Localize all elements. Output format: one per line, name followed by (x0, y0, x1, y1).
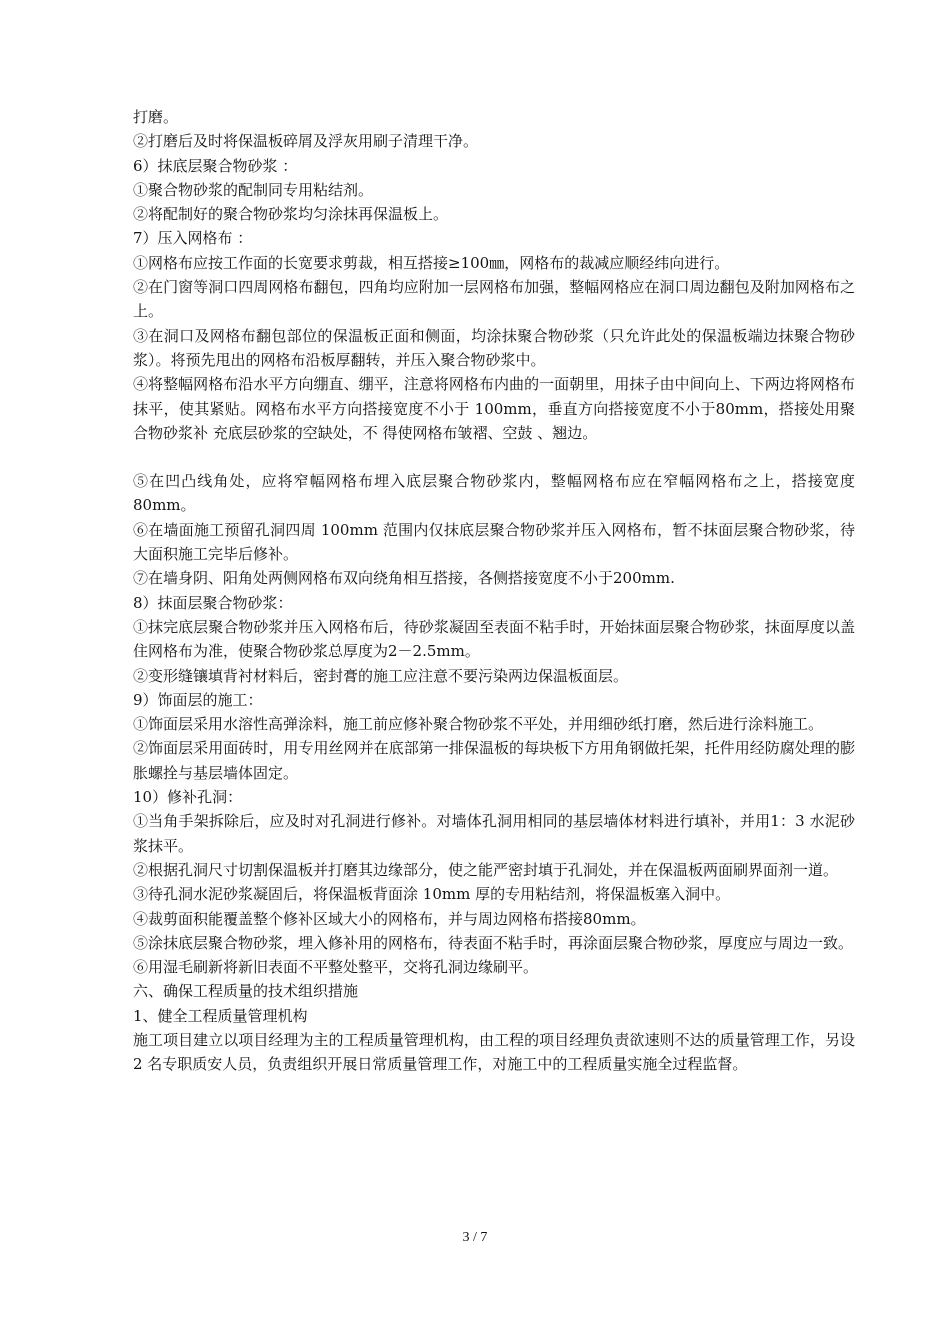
section-heading: 9）饰面层的施工： (133, 690, 263, 709)
paragraph: 打磨。 (133, 108, 179, 126)
document-body (133, 105, 855, 1077)
section-heading: 7）压入网格布 ： (133, 229, 253, 248)
paragraph: ①抹完底层聚合物砂浆并压入网格布后，待砂浆凝固至表面不粘手时，开始抹面层聚合物砂浆，抹面厚度以盖住网格布为准，使聚合物砂浆总厚度为2－2.5mm。 (133, 617, 855, 661)
page-number: 3 / 7 (462, 1230, 488, 1245)
paragraph: 施工项目建立以项目经理为主的工程质量管理机构，由工程的项目经理负责欲速则不达的质量管理工作，另设 2 名专职质安人员，负责组织开展日常质量管理工作，对施工中的工程质量实施全过程监督。 (133, 1030, 855, 1074)
paragraph-spacer (133, 445, 855, 469)
paragraph: ⑤涂抹底层聚合物砂浆，埋入修补用的网格布，待表面不粘手时，再涂面层聚合物砂浆，厚度应与周边一致。 (133, 933, 854, 952)
section-heading: 1、健全工程质量管理机构 (133, 1006, 308, 1025)
paragraph: ③在洞口及网格布翻包部位的保温板正面和侧面，均涂抹聚合物砂浆（只允许此处的保温板端边抹聚合物砂浆）。将预先甩出的网格布沿板厚翻转，并压入聚合物砂浆中。 (133, 326, 855, 369)
paragraph: ②根据孔洞尺寸切割保温板并打磨其边缘部分，使之能严密封填于孔洞处，并在保温板两面刷界面剂一道。 (133, 860, 839, 879)
paragraph: ①饰面层采用水溶性高弹涂料，施工前应修补聚合物砂浆不平处，并用细砂纸打磨，然后进行涂料施工。 (133, 715, 824, 734)
paragraph: ⑤在凹凸线角处，应将窄幅网格布埋入底层聚合物砂浆内，整幅网格布应在窄幅网格布之上，搭接宽度 80mm。 (133, 472, 855, 515)
paragraph: ②将配制好的聚合物砂浆均匀涂抹再保温板上。 (133, 205, 449, 224)
paragraph: ⑥用湿毛刷新将新旧表面不平整处整平，交将孔洞边缘刷平。 (133, 958, 539, 977)
paragraph: ④裁剪面积能覆盖整个修补区域大小的网格布，并与周边网格布搭接80mm。 (133, 909, 646, 928)
section-heading: 8）抹面层聚合物砂浆： (133, 593, 293, 612)
paragraph: ③待孔洞水泥砂浆凝固后，将保温板背面涂 10mm 厚的专用粘结剂，将保温板塞入洞中。 (133, 885, 731, 904)
section-heading: 6）抹底层聚合物砂浆 ： (133, 156, 298, 175)
paragraph: ④将整幅网格布沿水平方向绷直、绷平，注意将网格布内曲的一面朝里，用抹子由中间向上、下两边将网格布抹平，使其紧贴。网格布水平方向搭接宽度不小于 100mm，垂直方向搭接宽度不小于80mm，搭接处用聚合物砂浆补 充底层砂浆的空缺处，不 得使网格布皱褶、空鼓 、翘边。 (133, 375, 855, 442)
paragraph: ②饰面层采用面砖时，用专用丝网并在底部第一排保温板的每块板下方用角钢做托架，托件用经防腐处理的膨胀螺拴与基层墙体固定。 (133, 739, 855, 782)
section-heading: 10）修补孔洞： (133, 788, 243, 807)
paragraph: ①网格布应按工作面的长宽要求剪裁，相互搭接≥100㎜，网格布的裁减应顺经纬向进行。 (133, 253, 730, 272)
chapter-heading: 六、确保工程质量的技术组织措施 (133, 982, 359, 1001)
paragraph: ⑦在墙身阴、阳角处两侧网格布双向绕角相互搭接，各侧搭接宽度不小于200mm. (133, 569, 675, 588)
paragraph: ②打磨后及时将保温板碎屑及浮灰用刷子清理干净。 (133, 132, 479, 151)
paragraph: ①聚合物砂浆的配制同专用粘结剂。 (133, 180, 374, 199)
paragraph: ⑥在墙面施工预留孔洞四周 100mm 范围内仅抹底层聚合物砂浆并压入网格布，暂不抹面层聚合物砂浆，待大面积施工完毕后修补。 (133, 520, 855, 564)
paragraph: ②在门窗等洞口四周网格布翻包，四角均应附加一层网格布加强，整幅网格应在洞口周边翻包及附加网格布之上。 (133, 278, 855, 321)
paragraph: ②变形缝镶填背衬材料后，密封膏的施工应注意不要污染两边保温板面层。 (133, 666, 629, 685)
paragraph: ①当角手架拆除后，应及时对孔洞进行修补。对墙体孔洞用相同的基层墙体材料进行填补，并用1：3 水泥砂浆抹平。 (133, 812, 855, 855)
